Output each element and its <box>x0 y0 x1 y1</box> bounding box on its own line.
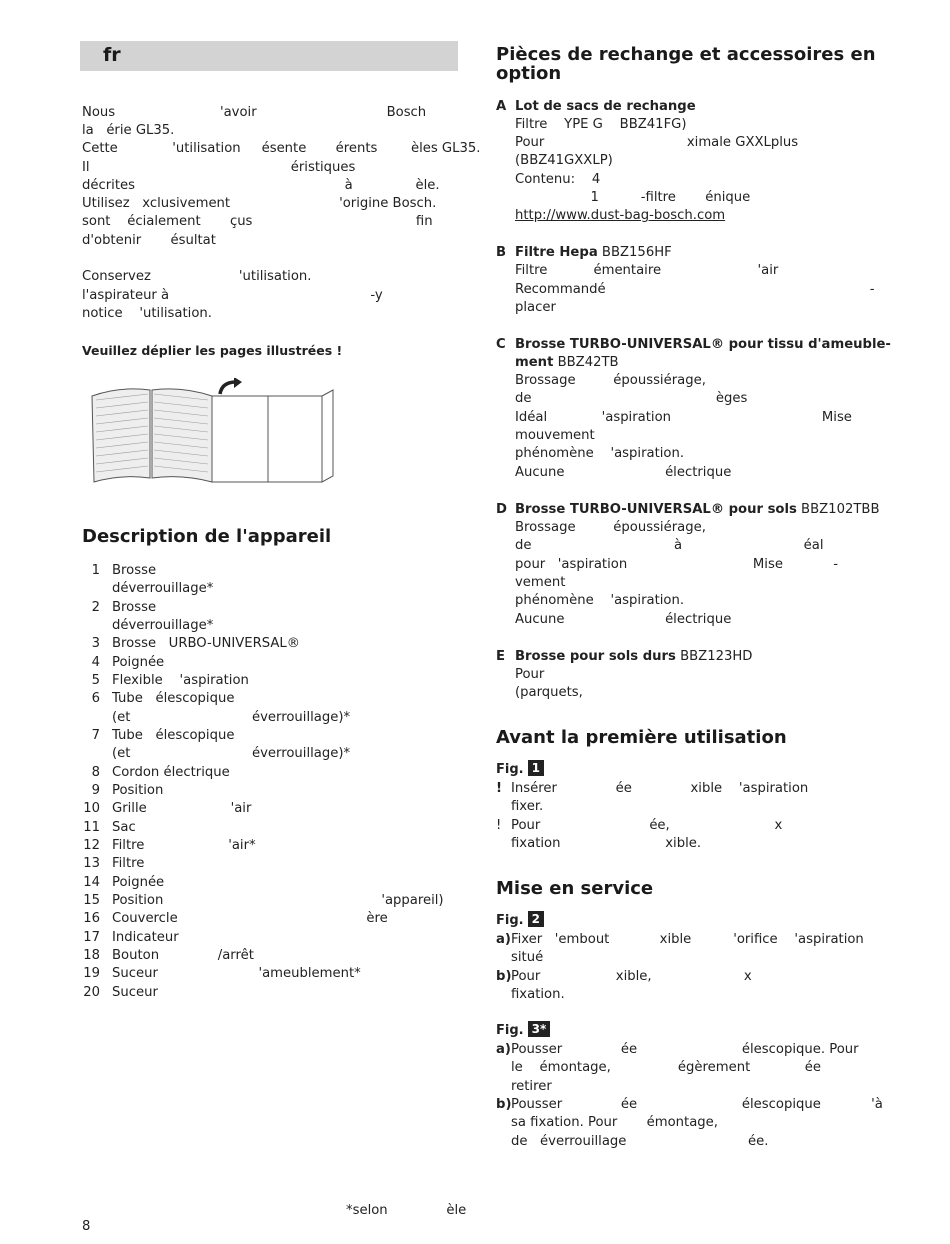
language-header-bar <box>80 41 458 71</box>
step-line: Fixer 'embout xible 'orifice 'aspiration <box>511 932 864 947</box>
list-item: Tube élescopique <box>112 691 235 706</box>
list-item: Sac <box>112 820 136 835</box>
list-item: Position 'appareil) <box>112 893 444 908</box>
accessory-line: Brossage époussiérage, <box>515 373 706 388</box>
accessory-line: de à éal <box>515 538 824 553</box>
step-marker: a) <box>496 932 511 947</box>
accessory-line: Pour ximale GXXLplus <box>515 135 799 150</box>
fig-2-label: Fig. 2 <box>496 911 544 928</box>
list-number: 3 <box>91 636 100 651</box>
list-number: 4 <box>91 655 100 670</box>
fig-number-badge: 1 <box>528 760 544 776</box>
list-item: Suceur <box>112 985 158 1000</box>
accessory-line: Filtre émentaire 'air <box>515 263 779 278</box>
accessory-title: Brosse pour sols durs <box>515 649 676 664</box>
list-item: Position <box>112 783 164 798</box>
accessory-line: Brossage époussiérage, <box>515 520 706 535</box>
page-number: 8 <box>82 1219 91 1234</box>
list-item: (et éverrouillage)* <box>112 746 351 761</box>
list-number: 6 <box>91 691 100 706</box>
accessory-line: phénomène 'aspiration. <box>515 446 685 461</box>
accessory-line: vement <box>515 575 566 590</box>
accessory-line: (parquets, <box>515 685 583 700</box>
accessory-code: BBZ156HF <box>597 245 672 260</box>
accessory-letter: B <box>496 245 507 260</box>
instruction-line: fixer. <box>511 799 544 814</box>
step-line: Pour xible, x <box>511 969 752 984</box>
list-number: 15 <box>83 893 100 908</box>
list-item: Poignée <box>112 875 165 890</box>
before-first-use-heading: Avant la première utilisation <box>496 727 787 748</box>
intro-line: décrites à èle. <box>82 178 440 193</box>
accessory-line: phénomène 'aspiration. <box>515 593 685 608</box>
accessory-line: Pour <box>515 667 545 682</box>
step-line: fixation. <box>511 987 565 1002</box>
warning-mark: ! <box>496 818 502 833</box>
fig-number-badge: 2 <box>528 911 544 927</box>
accessory-line: 1 -filtre énique <box>515 190 751 205</box>
list-item: Couvercle ère <box>112 911 388 926</box>
list-item: déverrouillage* <box>112 618 214 633</box>
accessory-title: Lot de sacs de rechange <box>515 99 696 114</box>
list-item: Suceur 'ameublement* <box>112 966 361 981</box>
list-number: 17 <box>83 930 100 945</box>
list-number: 12 <box>83 838 100 853</box>
list-item: Cordon électrique <box>112 765 230 780</box>
intro-line: Il éristiques <box>82 160 356 175</box>
accessory-line: Aucune électrique <box>515 465 732 480</box>
list-item: Brosse URBO-UNIVERSAL® <box>112 636 300 651</box>
step-marker: b) <box>496 1097 512 1112</box>
unfold-pages-illustration <box>90 378 335 488</box>
step-line: retirer <box>511 1079 552 1094</box>
footnote: *selon èle <box>346 1203 467 1218</box>
list-item: déverrouillage* <box>112 581 214 596</box>
list-item: Filtre 'air* <box>112 838 256 853</box>
list-number: 19 <box>83 966 100 981</box>
step-marker: b) <box>496 969 512 984</box>
list-item: (et éverrouillage)* <box>112 710 351 725</box>
list-number: 11 <box>83 820 100 835</box>
step-line: sa fixation. Pour émontage, <box>511 1115 718 1130</box>
accessory-letter: C <box>496 337 506 352</box>
accessory-letter: E <box>496 649 506 664</box>
keep-line: Conservez 'utilisation. <box>82 269 312 284</box>
list-number: 8 <box>91 765 100 780</box>
accessory-title: Filtre Hepa <box>515 245 598 260</box>
step-line: situé <box>511 950 544 965</box>
accessory-line: mouvement <box>515 428 595 443</box>
fig-1-label: Fig. 1 <box>496 760 544 777</box>
accessory-line: Recommandé - <box>515 282 875 297</box>
unfold-notice: Veuillez déplier les pages illustrées ! <box>82 343 343 358</box>
list-number: 2 <box>91 600 100 615</box>
accessory-code: BBZ42TB <box>553 355 619 370</box>
accessory-title: Brosse TURBO-UNIVERSAL® pour sols <box>515 502 797 517</box>
step-line: de éverrouillage ée. <box>511 1134 769 1149</box>
list-number: 14 <box>83 875 100 890</box>
accessory-line: Aucune électrique <box>515 612 732 627</box>
list-number: 18 <box>83 948 100 963</box>
dust-bag-link[interactable]: http://www.dust-bag-bosch.com <box>515 208 726 223</box>
intro-line: Cette 'utilisation ésente érents èles GL35. <box>82 141 481 156</box>
accessory-letter: D <box>496 502 507 517</box>
warning-mark: ! <box>496 781 503 796</box>
list-item: Bouton /arrêt <box>112 948 254 963</box>
language-code: fr <box>103 44 121 66</box>
instruction-line: Insérer ée xible 'aspiration <box>511 781 809 796</box>
accessory-code: BBZ102TBB <box>796 502 880 517</box>
list-item: Indicateur <box>112 930 179 945</box>
list-item: Flexible 'aspiration <box>112 673 249 688</box>
list-number: 5 <box>91 673 100 688</box>
list-item: Poignée <box>112 655 165 670</box>
list-number: 1 <box>91 563 100 578</box>
intro-line: d'obtenir ésultat <box>82 233 216 248</box>
step-line: Pousser ée élescopique 'à <box>511 1097 883 1112</box>
list-number: 9 <box>91 783 100 798</box>
accessory-title: Brosse TURBO-UNIVERSAL® pour tissu d'ameuble- <box>515 337 891 352</box>
accessory-title-cont: ment <box>515 355 554 370</box>
parts-heading-cont: option <box>496 63 562 84</box>
step-line: Pousser ée élescopique. Pour <box>511 1042 859 1057</box>
step-line: le émontage, égèrement ée <box>511 1060 821 1075</box>
list-item: Grille 'air <box>112 801 252 816</box>
accessory-line: Filtre YPE G BBZ41FG) <box>515 117 687 132</box>
accessory-line: Contenu: 4 <box>515 172 601 187</box>
accessory-line: pour 'aspiration Mise - <box>515 557 839 572</box>
list-item: Filtre <box>112 856 145 871</box>
instruction-line: fixation xible. <box>511 836 702 851</box>
intro-line: la érie GL35. <box>82 123 175 138</box>
fig-number-badge: 3* <box>528 1021 551 1037</box>
accessory-code: BBZ123HD <box>675 649 753 664</box>
list-item: Brosse <box>112 600 157 615</box>
accessory-line: (BBZ41GXXLP) <box>515 153 613 168</box>
step-marker: a) <box>496 1042 511 1057</box>
keep-line: l'aspirateur à -y <box>82 288 383 303</box>
intro-line: sont écialement çus fin <box>82 214 433 229</box>
parts-heading: Pièces de rechange et accessoires en <box>496 44 876 65</box>
setup-heading: Mise en service <box>496 878 654 899</box>
instruction-line: Pour ée, x <box>511 818 783 833</box>
accessory-line: de èges <box>515 391 748 406</box>
description-heading: Description de l'appareil <box>82 526 332 547</box>
accessory-letter: A <box>496 99 507 114</box>
unfold-arrow-icon <box>220 382 236 394</box>
list-number: 10 <box>83 801 100 816</box>
list-number: 16 <box>83 911 100 926</box>
intro-line: Utilisez xclusivement 'origine Bosch. <box>82 196 437 211</box>
keep-line: notice 'utilisation. <box>82 306 212 321</box>
list-number: 7 <box>91 728 100 743</box>
accessory-line: placer <box>515 300 556 315</box>
list-item: Tube élescopique <box>112 728 235 743</box>
list-number: 20 <box>83 985 100 1000</box>
intro-line: Nous 'avoir Bosch <box>82 105 427 120</box>
fig-3-label: Fig. 3* <box>496 1021 550 1038</box>
list-number: 13 <box>83 856 100 871</box>
list-item: Brosse <box>112 563 157 578</box>
accessory-line: Idéal 'aspiration Mise <box>515 410 852 425</box>
